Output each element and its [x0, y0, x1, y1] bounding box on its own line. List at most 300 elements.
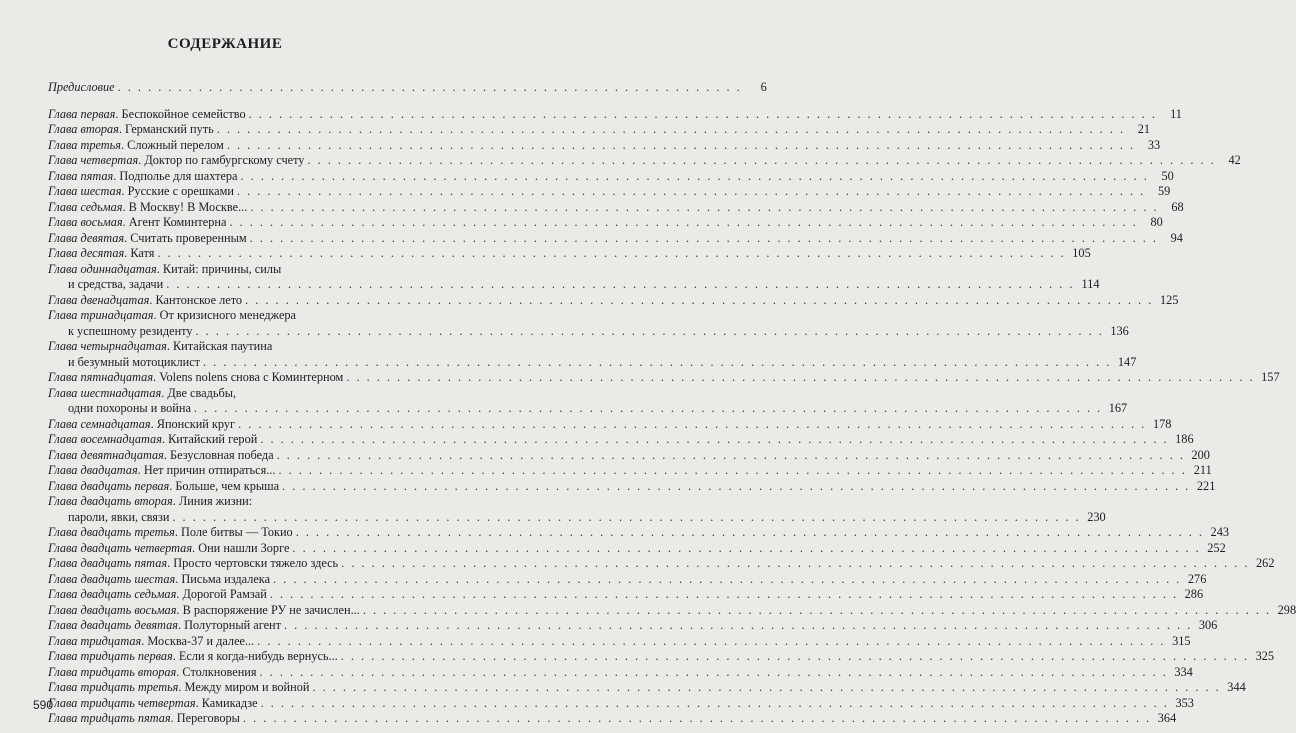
toc-line [48, 386, 428, 402]
chapter-title: Китайская паутина [172, 339, 273, 353]
chapter-separator: . [178, 680, 185, 694]
leader-dots: . . . . . . . . . . . . . . . . . . . . . . . . . . . . . . . . . . . . . . . . . . . . . . . . . . . . . . . . . . . . . . . . . . . . . . . . . . . . . . . . . . . . . . . . . . [278, 463, 1187, 477]
leader-dots: . . . . . . . . . . . . . . . . . . . . . . . . . . . . . . . . . . . . . . . . . . . . . . . . . . . . . . . . . . . . . . . . . . . . . . . . . . . . . . . . . . . . . . . . . . [341, 556, 1250, 570]
chapter-number: Глава седьмая [48, 199, 123, 214]
toc-page-number: 286 [1184, 587, 1204, 601]
toc-entry-title [48, 696, 258, 712]
leader-dots: . . . . . . . . . . . . . . . . . . . . . . . . . . . . . . . . . . . . . . . . . . . . . . . . . . . . . . . . . . . . . . . . . . . . . . . . . . . . . . . . . . . . . . . . . . [273, 571, 1182, 586]
chapter-title: От кризисного менеджера [159, 308, 297, 322]
chapter-title: Считать проверенным [130, 230, 247, 245]
toc-entry [48, 385, 1128, 417]
chapter-title: к успешному резиденту [68, 323, 193, 338]
toc-page-number: 298 [1277, 602, 1296, 617]
toc-line [48, 571, 1207, 588]
toc-page-number: 6 [760, 80, 767, 94]
chapter-separator: . [161, 432, 169, 446]
chapter-number: Глава пятая [48, 168, 114, 183]
chapter-separator: . [175, 571, 182, 586]
toc-line [48, 308, 428, 324]
chapter-separator: . [122, 215, 129, 229]
toc-entry [48, 199, 1184, 216]
toc-page-number: 262 [1256, 556, 1275, 570]
toc-entry [48, 339, 1137, 370]
leader-dots: . . . . . . . . . . . . . . . . . . . . . . . . . . . . . . . . . . . . . . . . . . . . . . . . . . . . . . . . . . . . . . . . . . . . . . . . . . . . . . . . . . . . . . . . . . [259, 664, 1168, 679]
toc-line [48, 184, 1171, 200]
toc-entry-title [48, 246, 154, 262]
chapter-separator: . [122, 199, 129, 214]
toc-line [48, 168, 1174, 185]
chapter-title: Письма издалека [181, 571, 271, 586]
toc-page-number: 114 [1081, 277, 1100, 291]
toc-page-number: 42 [1228, 153, 1241, 167]
toc-entry [48, 494, 1106, 525]
toc-entry [48, 664, 1193, 681]
toc-entry [48, 230, 1183, 247]
chapter-number: Глава шестнадцатая [48, 385, 162, 400]
toc-entry [48, 649, 1275, 665]
chapter-separator: . [121, 184, 128, 198]
toc-entry-title [48, 200, 247, 216]
leader-dots: . . . . . . . . . . . . . . . . . . . . . . . . . . . . . . . . . . . . . . . . . . . . . . . . . . . . . . . . . . . . . . . . . . . . . . . . . . . . . . . . . . . . . . . . . . [193, 401, 1103, 415]
toc-entry-title [48, 587, 267, 603]
toc-page-number: 252 [1207, 540, 1226, 555]
toc-line [48, 680, 1246, 696]
chapter-title: Китай: причины, силы [162, 261, 282, 276]
toc-entry-title [48, 386, 236, 402]
toc-line [48, 354, 1137, 371]
chapter-number: Глава двенадцатая [48, 292, 150, 307]
toc-page-number: 68 [1171, 199, 1184, 214]
toc-entry-title [48, 153, 304, 169]
toc-entry-title [48, 649, 338, 665]
toc-page-number: 243 [1210, 525, 1229, 539]
leader-dots: . . . . . . . . . . . . . . . . . . . . . . . . . . . . . . . . . . . . . . . . . . . . . . . . . . . . . . . . . . . . . . . . . . . . . . . . . . . . . . . . . . . . . . . . . . [362, 602, 1272, 617]
toc-entry-title [48, 556, 338, 572]
leader-dots: . . . . . . . . . . . . . . . . . . . . . . . . . . . . . . . . . . . . . . . . . . . . . . . . . . . . . . . . . . . . . . . . . . . . . . . . . . . . . . . . . . . . . . . . . . [284, 618, 1193, 632]
chapter-separator: . [172, 494, 179, 508]
chapter-separator: . [172, 649, 179, 663]
toc-entry-title [48, 138, 224, 154]
toc-line [48, 416, 1172, 433]
chapter-separator: . [138, 153, 145, 167]
chapter-number: Глава тридцать первая [48, 649, 173, 663]
chapter-title: В распоряжение РУ не зачислен... [182, 602, 360, 617]
toc-entry-title [48, 711, 240, 727]
chapter-title: В Москву! В Москве... [128, 199, 248, 214]
chapter-separator: . [176, 587, 183, 601]
chapter-title: Москва-37 и далее... [147, 633, 255, 648]
chapter-separator: . [137, 463, 144, 477]
chapter-title: Беспокойное семейство [121, 106, 246, 121]
toc-entry [48, 432, 1194, 448]
leader-dots: . . . . . . . . . . . . . . . . . . . . . . . . . . . . . . . . . . . . . . . . . . . . . . . . . . . . . . . . . . . . . . . . . . . . . . . . . . . . . . . . . . . . . . . . . . [195, 323, 1104, 338]
leader-dots: . . . . . . . . . . . . . . . . . . . . . . . . . . . . . . . . . . . . . . . . . . . . . . . . . . . . . . . . . . . . . . . . . . . . . . . . . . . . . . . . . . . . . . . . . . [172, 509, 1081, 524]
chapter-number: Глава одиннадцатая [48, 261, 157, 276]
chapter-number: Глава двадцать пятая [48, 556, 168, 570]
leader-dots: . . . . . . . . . . . . . . . . . . . . . . . . . . . . . . . . . . . . . . . . . . . . . . . . . . . . . . . . . . . . . . . . . . . . . . . . . . . . . . . . . . . . . . . . . . [260, 432, 1169, 446]
chapter-separator: . [141, 633, 148, 648]
chapter-title: Катя [130, 246, 155, 260]
toc-entry [48, 478, 1216, 495]
toc-page-number: 221 [1196, 478, 1216, 493]
chapter-number: Глава тридцать пятая [48, 711, 171, 725]
leader-dots: . . . . . . . . . . . . . . . . . . . . . . . . . . . . . . . . . . . . . . . . . . . . . . . . . . . . . . . . . . . . . . . . . . . . . . . . . . . . . . . . . . . . . . . . . . [238, 416, 1147, 431]
toc-page-number: 276 [1187, 571, 1207, 586]
toc-line [48, 370, 1280, 386]
chapter-separator: . [149, 292, 156, 307]
chapter-title: Агент Коминтерна [128, 215, 227, 229]
toc-entry-title [48, 618, 281, 634]
chapter-separator: . [153, 308, 160, 322]
chapter-separator: . [192, 540, 199, 555]
toc-line [48, 463, 1212, 479]
chapter-separator: . [166, 339, 173, 353]
toc-entry [48, 246, 1091, 262]
toc-line [48, 664, 1193, 681]
chapter-title: Китайский герой [168, 432, 258, 446]
leader-dots: . . . . . . . . . . . . . . . . . . . . . . . . . . . . . . . . . . . . . . . . . . . . . . . . . . . . . . . . . . . . . . . . . . . . . . . . . . . . . . . . . . . . . . . . . . [236, 184, 1146, 198]
page-title: СОДЕРЖАНИЕ [167, 36, 283, 52]
toc-page-number: 157 [1261, 370, 1280, 384]
toc-entry-title [68, 324, 193, 340]
leader-dots: . . . . . . . . . . . . . . . . . . . . . . . . . . . . . . . . . . . . . . . . . . . . . . . . . . . . . . . . . . . . . . . . . . . . . . . . . . . . . . . . . . . . . . . . . . [216, 122, 1126, 136]
chapter-separator: . [170, 711, 177, 725]
toc-entry-title [48, 432, 257, 448]
chapter-title: Подполье для шахтера [119, 168, 238, 183]
chapter-title: Просто чертовски тяжело здесь [173, 556, 339, 570]
toc-entry [48, 463, 1212, 479]
toc-page-number: 364 [1157, 711, 1177, 725]
chapter-title: Сложный перелом [127, 137, 224, 152]
toc-line [48, 323, 1129, 340]
chapter-number: Глава пятнадцатая [48, 370, 154, 384]
toc-line [48, 711, 1177, 727]
chapter-number: Глава восьмая [48, 215, 123, 229]
chapter-separator: . [153, 370, 160, 384]
toc-line [48, 230, 1183, 247]
chapter-title: Поле битвы — Токио [181, 525, 293, 539]
toc-entry-title [48, 339, 272, 355]
section-gap [48, 96, 428, 107]
chapter-separator: . [156, 261, 163, 276]
toc-line [48, 478, 1216, 495]
toc-line [48, 587, 1204, 603]
chapter-separator: . [161, 385, 168, 400]
toc-entry [48, 370, 1280, 386]
toc-entry-title [48, 184, 234, 200]
chapter-title: Дорогой Рамзай [182, 587, 267, 601]
toc-page-number: 147 [1117, 354, 1137, 369]
leader-dots: . . . . . . . . . . . . . . . . . . . . . . . . . . . . . . . . . . . . . . . . . . . . . . . . . . . . . . . . . . . . . . . . . . . . . . . . . . . . . . . . . . . . . . . . . . [245, 292, 1154, 307]
toc-entry [48, 447, 1210, 464]
table-of-contents [48, 80, 1296, 727]
toc-page-number: 21 [1137, 122, 1151, 136]
chapter-separator: . [124, 246, 131, 260]
toc-page-number: 178 [1152, 416, 1172, 431]
toc-line [48, 494, 428, 510]
chapter-separator: . [176, 602, 183, 617]
chapter-number: Глава тринадцатая [48, 308, 154, 322]
chapter-title: и средства, задачи [68, 277, 164, 291]
toc-page-number: 80 [1150, 215, 1163, 229]
chapter-number: Глава тридцать вторая [48, 664, 177, 679]
toc-entry-title [68, 401, 191, 417]
leader-dots: . . . . . . . . . . . . . . . . . . . . . . . . . . . . . . . . . . . . . . . . . . . . . . . . . . . . . . . . . . . . . . . . . . . . . . . . . . . . . . . . . . . . . . . . . . [157, 246, 1066, 260]
chapter-title: Кантонское лето [155, 292, 243, 307]
leader-dots: . . . . . . . . . . . . . . . . . . . . . . . . . . . . . . . . . . . . . . . . . . . . . . . . . . . . . . . . . . . . . . . . . . . . . . . . . . . . . . . . . . . . . . . . . . [250, 199, 1159, 214]
chapter-separator: . [118, 122, 126, 136]
chapter-title: пароли, явки, связи [68, 509, 170, 524]
toc-page-number: 59 [1157, 184, 1171, 198]
leader-dots: . . . . . . . . . . . . . . . . . . . . . . . . . . . . . . . . . . . . . . . . . . . . . . . . . . . . . . . . . . . . . . . . . . . . . . . . . . . . . . . . . . . . . . . . . . [292, 540, 1201, 555]
chapter-number: Глава двадцать восьмая [48, 602, 177, 617]
leader-dots: . . . . . . . . . . . . . . . . . . . . . . . . . . . . . . . . . . . . . . . . . . . . . . . . . . . . . . . . . . . . . . . . . . . . . . . . . . . . . . . . . . . . . . . . . . [312, 680, 1221, 694]
chapter-title: Переговоры [176, 711, 240, 725]
chapter-number: Глава девятнадцатая [48, 447, 164, 462]
toc-page-number: 136 [1110, 323, 1129, 338]
toc-entry-title [48, 541, 289, 557]
toc-entry-preface [48, 80, 767, 96]
toc-entry-title [48, 665, 257, 681]
toc-entry [48, 153, 1241, 169]
toc-page-number: 200 [1191, 447, 1210, 462]
leader-dots: . . . . . . . . . . . . . . . . . . . . . . . . . . . . . . . . . . . . . . . . . . . . . . . . . . . . . . . . . . . . . . . . . . . . . . . . . . . . . . . . . . . . . . . . . . [346, 370, 1255, 384]
chapter-title: Японский круг [156, 416, 236, 431]
chapter-number: Глава двадцать третья [48, 525, 175, 539]
toc-entry-title [48, 463, 275, 479]
toc-page-number: 334 [1174, 664, 1193, 679]
toc-entry [48, 137, 1161, 154]
chapter-title: Полуторный агент [184, 618, 282, 632]
toc-entry [48, 168, 1174, 185]
toc-entry [48, 618, 1218, 634]
chapter-number: Глава двадцатая [48, 463, 138, 477]
toc-entry [48, 602, 1296, 619]
leader-dots: . . . . . . . . . . . . . . . . . . . . . . . . . . . . . . . . . . . . . . . . . . . . . . . . . . . . . . . . . . . . . . . . . . . . . . . . . . . . . . . . . . . . . . . . . . [229, 215, 1138, 229]
toc-line [48, 633, 1191, 650]
chapter-title: Столкновения [182, 664, 257, 679]
toc-entry-title [48, 308, 296, 324]
chapter-number: Глава четырнадцатая [48, 339, 167, 353]
toc-entry-title [48, 122, 214, 138]
toc-entry-title [48, 572, 270, 588]
chapter-number: Глава шестая [48, 184, 122, 198]
chapter-number: Глава двадцать седьмая [48, 587, 177, 601]
chapter-title: и безумный мотоциклист [68, 354, 201, 369]
toc-entry-title [48, 215, 226, 231]
toc-line [48, 509, 1106, 526]
toc-entry [48, 711, 1177, 727]
toc-line [48, 401, 1128, 417]
toc-entry-title [48, 231, 247, 247]
chapter-number: Глава восемнадцатая [48, 432, 162, 446]
toc-line [48, 122, 1151, 138]
leader-dots: . . . . . . . . . . . . . . . . . . . . . . . . . . . . . . . . . . . . . . . . . . . . . . . . . . . . . . . . . . . . . . . . . . . . . . . . . . . . . . . . . . . . . . . . . . [248, 106, 1157, 121]
toc-page-number: 325 [1255, 649, 1275, 663]
toc-page-number: 315 [1172, 633, 1191, 648]
leader-dots: . . . . . . . . . . . . . . . . . . . . . . . . . . . . . . . . . . . . . . . . . . . . . . . . . . . . . . . . . . . . . . . . . . . . . . . . . . . . . . . . . . . . . . . . . . [260, 695, 1169, 710]
toc-entry-title [68, 355, 200, 371]
toc-line [48, 277, 1100, 293]
leader-dots: . . . . . . . . . . . . . . . . . . . . . . . . . . . . . . . . . . . . . . . . . . . . . . . . . . . . . . . . . . . . . . . . . . . . . . . . . . . . . . . . . . . . . . . . . . [276, 447, 1185, 462]
toc-line [48, 80, 767, 96]
toc-entry [48, 416, 1172, 433]
toc-page-number: 50 [1161, 168, 1174, 183]
toc-entry-title [48, 448, 274, 464]
toc-line [48, 292, 1179, 309]
toc-entry [48, 587, 1204, 603]
chapter-title: Между миром и войной [184, 680, 310, 694]
toc-page-number: 306 [1198, 618, 1218, 632]
toc-line [48, 540, 1226, 557]
chapter-title: Нет причин отпираться... [143, 463, 276, 477]
chapter-separator: . [163, 447, 171, 462]
toc-line [48, 447, 1210, 464]
leader-dots: . . . . . . . . . . . . . . . . . . . . . . . . . . . . . . . . . . . . . . . . . . . . . . . . . . . . . . . . . . . . . . . . . . . . . . . . . . . . . . . . . . . . . . . . . . [240, 168, 1149, 183]
toc-line [48, 246, 1091, 262]
chapter-separator: . [177, 618, 185, 632]
toc-entry-title [48, 293, 242, 309]
toc-entry-title [48, 370, 343, 386]
leader-dots: . . . . . . . . . . . . . . . . . . . . . . . . . . . . . . . . . . . . . . . . . . . . . . . . . . . . . . . . . . . . . . . . . . . . . . . . . . . . . . . . . . . . . . . . . . [295, 525, 1204, 539]
chapter-title: Если я когда-нибудь вернусь... [178, 649, 338, 663]
toc-entry-title [48, 417, 235, 433]
toc-line [48, 215, 1163, 231]
toc-page-number: 105 [1072, 246, 1091, 260]
chapter-number: Глава двадцать шестая [48, 571, 176, 586]
chapter-number: Глава тридцать третья [48, 680, 179, 694]
chapter-number: Глава тридцатая [48, 633, 142, 648]
leader-dots: . . . . . . . . . . . . . . . . . . . . . . . . . . . . . . . . . . . . . . . . . . . . . . . . . . . . . . . . . . . . . . . . . . . . . . . . . . . . . . . . . . . . . . . . . . [307, 153, 1216, 167]
folio-page-number: 590 [33, 698, 54, 712]
leader-dots: . . . . . . . . . . . . . . . . . . . . . . . . . . . . . . . . . . . . . . . . . . . . . . . . . . . . . . . . . . . . . . . . . . . . . . . . . . . . . . . . . . . . . . . . . . [282, 478, 1191, 493]
toc-line [48, 695, 1194, 712]
toc-entry [48, 540, 1226, 557]
toc-line [48, 199, 1184, 216]
chapter-title: одни похороны и война [68, 401, 191, 415]
toc-entry [48, 106, 1182, 123]
chapter-title: Линия жизни: [178, 494, 253, 508]
toc-entry [48, 680, 1246, 696]
chapter-separator: . [124, 230, 131, 245]
toc-entry-title [68, 510, 169, 526]
chapter-separator: . [174, 525, 181, 539]
toc-line [48, 339, 428, 355]
chapter-number: Глава вторая [48, 122, 119, 136]
chapter-title: Германский путь [125, 122, 214, 136]
toc-entry [48, 184, 1171, 200]
chapter-number: Глава третья [48, 137, 121, 152]
chapter-separator: . [113, 168, 120, 183]
leader-dots: . . . . . . . . . . . . . . . . . . . . . . . . . . . . . . . . . . . . . . . . . . . . . . . . . . . . . . . . . . . . . . . . . . . . . . . . . . . . . . . . . . . . . . . . . . [226, 137, 1136, 152]
toc-entry-title [48, 525, 293, 541]
toc-entry-title [68, 277, 163, 293]
leader-dots: . . . . . . . . . . . . . . . . . . . . . . . . . . . . . . . . . . . . . . . . . . . . . . . . . . . . . . . . . . . . . . . . . . . . . . . . . . . . . . . . . . . . . . . . . . [269, 587, 1179, 601]
toc-line [48, 262, 428, 278]
chapter-number: Глава девятая [48, 230, 125, 245]
leader-dots: . . . . . . . . . . . . . . . . . . . . . . . . . . . . . . . . . . . . . . . . . . . . . . . . . . . . . . . . . . . . . . . . . . . . . . . . . . . . . . . . . . . . . . . . . . [242, 711, 1152, 725]
toc-page-number: 33 [1147, 137, 1161, 152]
chapter-number: Глава десятая [48, 246, 125, 260]
toc-line [48, 137, 1161, 154]
toc-entry [48, 556, 1275, 572]
chapter-number: Глава двадцать четвертая [48, 540, 193, 555]
toc-entry [48, 261, 1100, 293]
toc-entry-title [48, 169, 238, 185]
chapter-separator: . [195, 695, 202, 710]
toc-entry-label: Предисловие [48, 80, 115, 94]
toc-line [48, 556, 1275, 572]
chapter-number: Глава двадцать вторая [48, 494, 173, 508]
toc-page-number: 211 [1193, 463, 1212, 477]
chapter-number: Глава первая [48, 106, 116, 121]
chapter-title: Volens nolens снова с Коминтерном [159, 370, 344, 384]
toc-line [48, 153, 1241, 169]
toc-line [48, 106, 1182, 123]
toc-line [48, 525, 1229, 541]
toc-line [48, 432, 1194, 448]
chapter-separator: . [167, 556, 174, 570]
toc-page-number: 353 [1175, 695, 1194, 710]
toc-entry [48, 571, 1207, 588]
chapter-number: Глава тридцать четвертая [48, 695, 196, 710]
toc-entry [48, 525, 1229, 541]
chapter-separator: . [169, 478, 176, 493]
toc-line [48, 649, 1275, 665]
chapter-separator: . [150, 416, 157, 431]
chapter-number: Глава двадцать первая [48, 478, 170, 493]
toc-entry [48, 292, 1179, 309]
leader-dots: . . . . . . . . . . . . . . . . . . . . . . . . . . . . . . . . . . . . . . . . . . . . . . . . . . . . . . . . . . . . . . [117, 80, 742, 94]
chapter-separator: . [115, 106, 122, 121]
leader-dots: . . . . . . . . . . . . . . . . . . . . . . . . . . . . . . . . . . . . . . . . . . . . . . . . . . . . . . . . . . . . . . . . . . . . . . . . . . . . . . . . . . . . . . . . . . [249, 230, 1158, 245]
chapter-title: Русские с орешками [127, 184, 234, 198]
toc-entry-title [48, 634, 254, 650]
leader-dots: . . . . . . . . . . . . . . . . . . . . . . . . . . . . . . . . . . . . . . . . . . . . . . . . . . . . . . . . . . . . . . . . . . . . . . . . . . . . . . . . . . . . . . . . . . [257, 633, 1166, 648]
toc-entry-title [48, 479, 279, 495]
chapter-title: Безусловная победа [170, 447, 274, 462]
toc-page-number: 167 [1108, 401, 1128, 415]
chapter-title: Они нашли Зорге [198, 540, 290, 555]
toc-page-number: 94 [1170, 230, 1183, 245]
toc-line [48, 602, 1296, 619]
chapter-number: Глава семнадцатая [48, 416, 151, 431]
chapter-title: Доктор по гамбургскому счету [144, 153, 305, 167]
leader-dots: . . . . . . . . . . . . . . . . . . . . . . . . . . . . . . . . . . . . . . . . . . . . . . . . . . . . . . . . . . . . . . . . . . . . . . . . . . . . . . . . . . . . . . . . . . [340, 649, 1250, 663]
toc-entry [48, 695, 1194, 712]
toc-entry-title [48, 680, 309, 696]
toc-entry [48, 215, 1163, 231]
toc-page-number: 344 [1227, 680, 1246, 694]
toc-page-number: 125 [1159, 292, 1179, 307]
toc-entry-title [48, 494, 252, 510]
chapter-number: Глава четвертая [48, 153, 139, 167]
chapter-separator: . [121, 137, 128, 152]
toc-page-number: 186 [1175, 432, 1194, 446]
chapter-separator: . [176, 664, 183, 679]
toc-entry [48, 308, 1129, 339]
chapter-title: Камикадзе [201, 695, 258, 710]
toc-entry [48, 633, 1191, 650]
toc-entry-title [48, 262, 281, 278]
leader-dots: . . . . . . . . . . . . . . . . . . . . . . . . . . . . . . . . . . . . . . . . . . . . . . . . . . . . . . . . . . . . . . . . . . . . . . . . . . . . . . . . . . . . . . . . . . [203, 354, 1112, 369]
toc-entry-title [48, 603, 360, 619]
toc-line [48, 618, 1218, 634]
toc-page-number: 11 [1170, 106, 1182, 121]
toc-entry [48, 122, 1151, 138]
chapter-title: Две свадьбы, [167, 385, 237, 400]
toc-page-number: 230 [1087, 509, 1106, 524]
